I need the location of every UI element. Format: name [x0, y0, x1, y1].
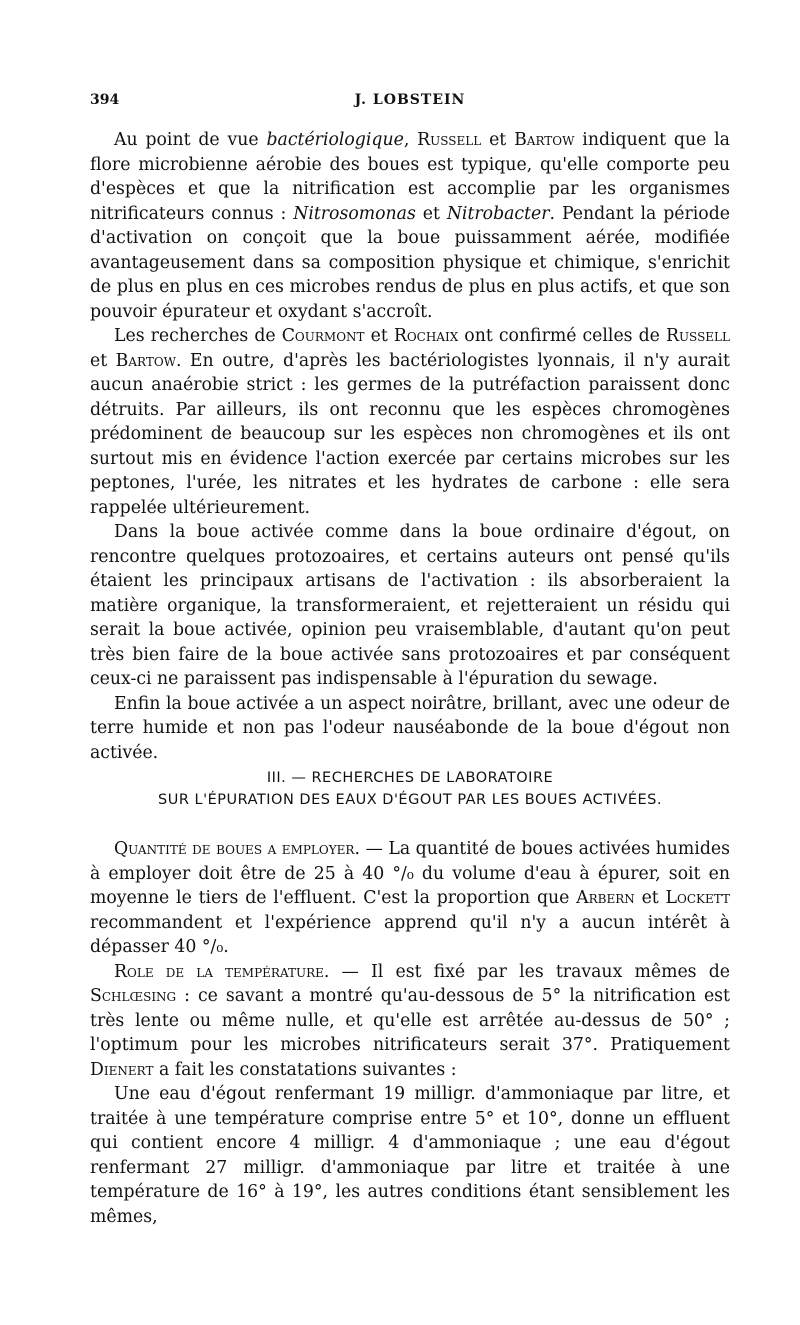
- section-heading: [90, 767, 730, 811]
- paragraph-appearance: Enfin la boue activée a un aspect noirâtre, brillant, avec une odeur de terre humide et non pas l'odeur nauséabonde de la boue d'égout non activée.: [90, 693, 730, 763]
- body-text: [90, 128, 730, 1229]
- author-name: Lockett: [665, 888, 730, 908]
- page-header: [90, 92, 730, 114]
- paragraph-microbial-flora: Au point de vue bactériologique, Russell et Bartow indiquent que la flore microbienne aérobie des boues est typique, qu'elle comporte peu d'espèces et que la nitrification est accomplie par les organismes nitrificateurs connus : Nitrosomonas et Nitrobacter. Pendant la période d'activation on conçoit que la boue puissamment aérée, modifiée avantageusement dans sa composition physique et chimique, s'enrichit de plus en plus en ces microbes rendus de plus en plus actifs, et que son pouvoir épurateur et oxydant s'accroît.: [90, 130, 730, 322]
- author-name: Bartow: [115, 350, 176, 371]
- author-name: Dienert: [90, 1059, 154, 1080]
- author-name: Russell: [417, 130, 482, 150]
- paragraph-quantity: Quantité de boues a employer. — La quantité de boues activées humides à employer doit être de 25 à 40 °/₀ du volume d'eau à épurer, soit en moyenne le tiers de l'effluent. C'est la proportion que Arbern et Lockett recommandent et l'expérience apprend qu'il n'y a aucun intérêt à dépasser 40 °/₀.: [90, 839, 730, 957]
- italic-term: Nitrosomonas: [293, 203, 416, 224]
- italic-term: Nitrobacter: [446, 203, 550, 224]
- section-heading-line-2: SUR L'ÉPURATION DES EAUX D'ÉGOUT PAR LES BOUES ACTIVÉES.: [158, 792, 662, 808]
- italic-term: bactériologique: [266, 130, 404, 150]
- author-name: Arbern: [576, 888, 635, 908]
- running-title: J. LOBSTEIN: [354, 92, 466, 108]
- section-heading-line-1: III. — RECHERCHES DE LABORATOIRE: [266, 770, 554, 786]
- paragraph-lead: Role de la température.: [114, 961, 330, 982]
- paragraph-ammonia-results: Une eau d'égout renfermant 19 milligr. d'ammoniaque par litre, et traitée à une température comprise entre 5° et 10°, donne un effluent qui contient encore 4 milligr. 4 d'ammoniaque ; une eau d'égout renfermant 27 milligr. d'ammoniaque par litre et traitée à une température de 16° à 19°, les autres conditions étant sensiblement les mêmes,: [90, 1084, 730, 1227]
- author-name: Rochaix: [393, 326, 459, 346]
- page-number: 394: [90, 92, 120, 108]
- paragraph-protozoa: Dans la boue activée comme dans la boue ordinaire d'égout, on rencontre quelques protozoaires, et certains auteurs ont pensé qu'ils étaient les principaux artisans de l'activation : ils absorberaient la matière organique, la transformeraient, et rejetteraient un résidu qui serait la boue activée, opinion peu vraisemblable, d'autant qu'on peut très bien faire de la boue activée sans protozoaires et par conséquent ceux-ci ne paraissent pas indispensable à l'épuration du sewage.: [90, 522, 730, 689]
- author-name: Courmont: [281, 326, 365, 346]
- author-name: Bartow: [514, 130, 575, 150]
- paragraph-lead: Quantité de boues a employer.: [114, 839, 360, 859]
- paragraph-temperature: Role de la température. — Il est fixé par les travaux mêmes de Schlœsing : ce savant a montré qu'au-dessous de 5° la nitrification est très lente ou même nulle, et qu'elle est arrêtée au-dessus de 50° ; l'optimum pour les microbes nitrificateurs serait 37°. Pratiquement Dienert a fait les constatations suivantes :: [90, 961, 730, 1080]
- paragraph-lyon-research: Les recherches de Courmont et Rochaix ont confirmé celles de Russell et Bartow. En outre, d'après les bactériologistes lyonnais, il n'y aurait aucun anaérobie strict : les germes de la putréfaction paraissent donc détruits. Par ailleurs, ils ont reconnu que les espèces chromogènes prédominent de beaucoup sur les espèces non chromogènes et ils ont surtout mis en évidence l'action exercée par certains microbes sur les peptones, l'urée, les nitrates et les hydrates de carbone : elle sera rappelée ultérieurement.: [90, 326, 730, 518]
- author-name: Schlœsing: [90, 986, 177, 1006]
- author-name: Russell: [665, 326, 730, 346]
